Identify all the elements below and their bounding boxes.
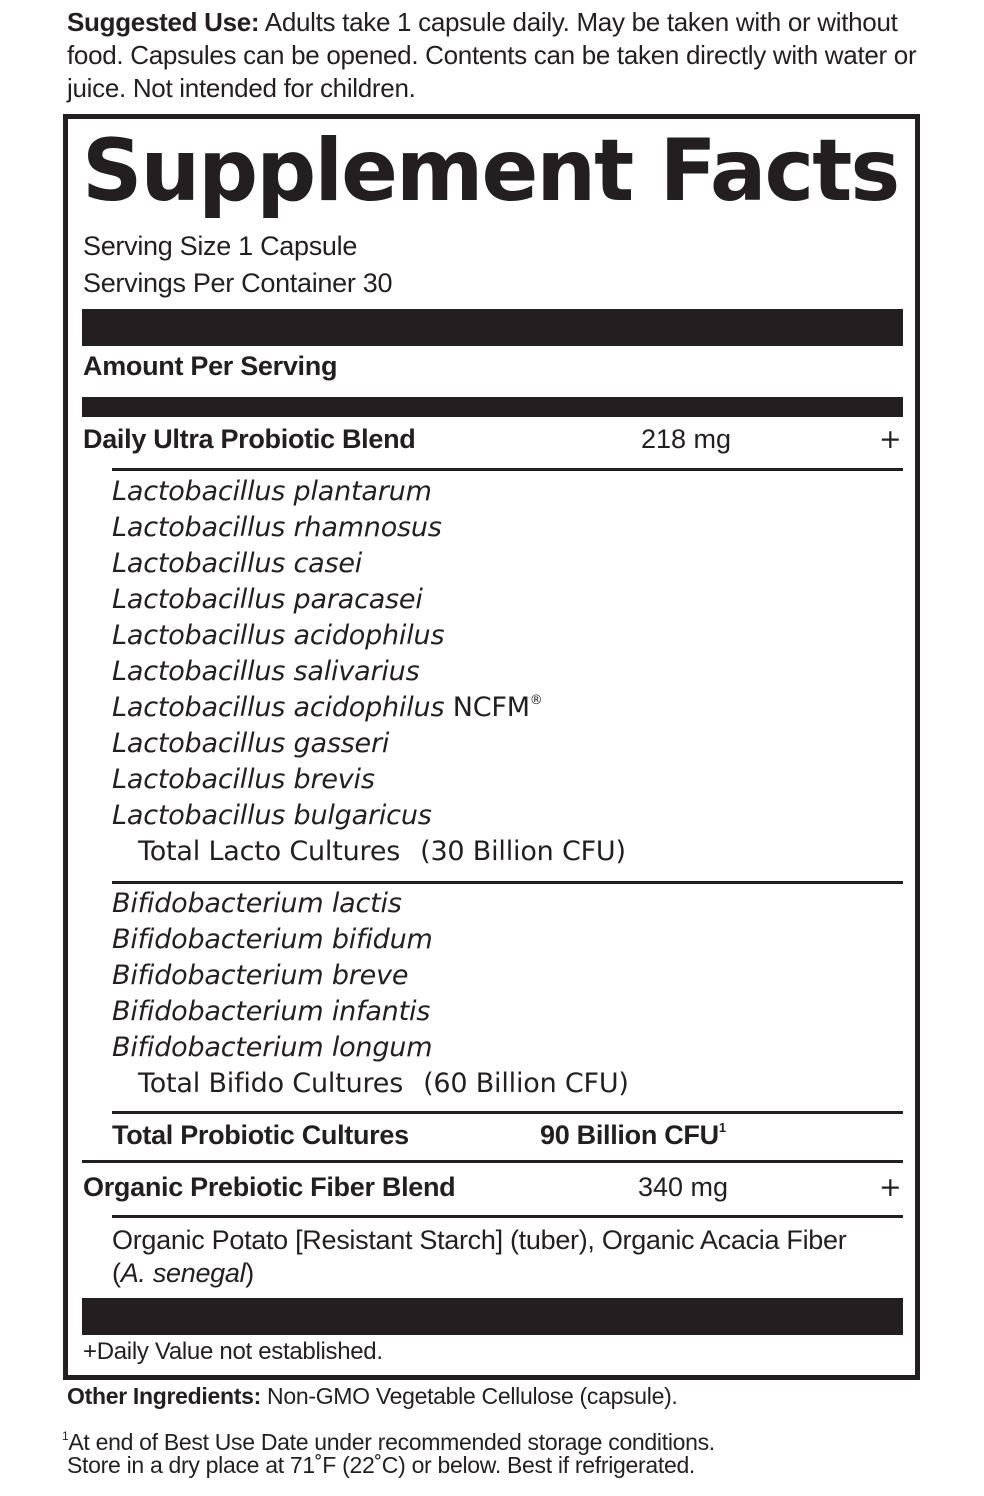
paren-close: ) (245, 1258, 254, 1288)
strain-item: Bifidobacterium bifidum (112, 924, 433, 955)
medium-divider (82, 397, 903, 417)
strain-item: Lactobacillus casei (112, 548, 363, 579)
lacto-total-value: (30 Billion CFU) (420, 836, 626, 867)
paren-open: ( (112, 1258, 121, 1288)
daily-value-note: +Daily Value not established. (83, 1338, 383, 1365)
other-ingredients (67, 1383, 678, 1410)
strain-item: Lactobacillus brevis (112, 764, 375, 795)
suggested-use (67, 6, 947, 105)
total-probiotic-label: Total Probiotic Cultures (112, 1120, 409, 1150)
strain-item: Bifidobacterium longum (112, 1032, 433, 1063)
other-ingredients-text: Non-GMO Vegetable Cellulose (capsule). (260, 1383, 678, 1409)
probiotic-blend-amount: 218 mg (641, 424, 732, 454)
strain-item: Lactobacillus rhamnosus (112, 512, 442, 543)
fiber-blend-amount: 340 mg (638, 1172, 729, 1202)
servings-per-container: Servings Per Container 30 (83, 268, 393, 298)
thick-divider (82, 309, 903, 346)
footnote-marker: 1 (62, 1429, 69, 1443)
footnote-text-1: At end of Best Use Date under recommended storage conditions. (68, 1429, 715, 1455)
total-probiotic-value (540, 1120, 726, 1151)
divider (112, 881, 903, 884)
strain-item: Lactobacillus gasseri (112, 728, 390, 759)
strain-item (112, 692, 543, 723)
bifido-total (138, 1068, 629, 1099)
panel-title: Supplement Facts (82, 121, 899, 221)
other-ingredients-label: Other Ingredients: (67, 1383, 261, 1409)
amount-per-serving-heading: Amount Per Serving (83, 351, 338, 381)
thick-divider (82, 1298, 903, 1335)
fiber-blend-description-2 (112, 1257, 254, 1290)
suggested-use-text: Adults take 1 capsule daily. May be taken with or without food. Capsules can be opened. Contents can be taken directly with water or juice. Not intended for children. (67, 7, 917, 103)
strain-item: Bifidobacterium lactis (112, 888, 402, 919)
strain-item: Lactobacillus bulgaricus (112, 800, 432, 831)
probiotic-blend-dv: + (879, 424, 902, 455)
divider (112, 468, 903, 471)
fiber-blend-name: Organic Prebiotic Fiber Blend (83, 1172, 456, 1202)
strain-item: Lactobacillus salivarius (112, 656, 420, 687)
divider (112, 1215, 903, 1218)
bifido-total-value: (60 Billion CFU) (423, 1068, 629, 1099)
bifido-total-label: Total Bifido Cultures (138, 1068, 404, 1099)
registered-mark: ® (529, 693, 543, 708)
lacto-total-label: Total Lacto Cultures (138, 836, 401, 867)
strain-item: Lactobacillus plantarum (112, 476, 432, 507)
footnote-line-2: Store in a dry place at 71˚F (22˚C) or below. Best if refrigerated. (67, 1452, 696, 1478)
strain-trademark: NCFM (444, 692, 530, 723)
fiber-blend-dv: + (879, 1172, 902, 1203)
strain-item: Bifidobacterium infantis (112, 996, 431, 1027)
suggested-use-label: Suggested Use: (67, 7, 260, 37)
strain-item: Lactobacillus paracasei (112, 584, 423, 615)
strain-item: Bifidobacterium breve (112, 960, 409, 991)
footnote-mark: 1 (718, 1120, 726, 1135)
probiotic-blend-name: Daily Ultra Probiotic Blend (83, 424, 416, 454)
serving-size: Serving Size 1 Capsule (83, 231, 358, 261)
species-name: A. senegal (120, 1258, 246, 1288)
divider (112, 1111, 903, 1114)
fiber-blend-description: Organic Potato [Resistant Starch] (tuber), Organic Acacia Fiber (112, 1225, 847, 1255)
strain-item: Lactobacillus acidophilus (112, 620, 445, 651)
lacto-total (138, 836, 626, 867)
total-probiotic-amount: 90 Billion CFU (540, 1120, 719, 1150)
strain-name: Lactobacillus acidophilus (112, 692, 445, 723)
divider (82, 1160, 903, 1163)
